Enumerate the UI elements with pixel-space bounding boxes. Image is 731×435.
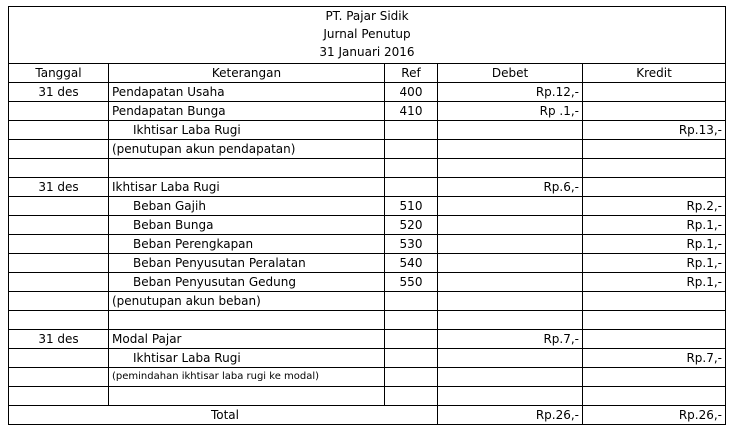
table-row <box>9 83 726 102</box>
row-date: 31 des <box>9 330 109 349</box>
table-row <box>9 292 726 311</box>
row-debit <box>438 349 583 368</box>
row-ref <box>385 140 438 159</box>
row-credit: Rp.2,- <box>583 197 726 216</box>
row-description: Beban Perengkapan <box>109 235 385 254</box>
row-description: Beban Penyusutan Gedung <box>109 273 385 292</box>
row-description: Beban Bunga <box>109 216 385 235</box>
row-ref: 410 <box>385 102 438 121</box>
row-debit <box>438 368 583 387</box>
row-credit <box>583 330 726 349</box>
table-row <box>9 330 726 349</box>
col-header-date: Tanggal <box>9 64 109 83</box>
row-credit <box>583 102 726 121</box>
row-date <box>9 368 109 387</box>
row-description: (penutupan akun pendapatan) <box>109 140 385 159</box>
row-credit <box>583 292 726 311</box>
journal-title-block <box>9 7 726 64</box>
row-date <box>9 311 109 330</box>
col-header-description: Keterangan <box>109 64 385 83</box>
journal-sheet <box>8 6 726 425</box>
table-row <box>9 273 726 292</box>
row-ref: 530 <box>385 235 438 254</box>
table-row <box>9 178 726 197</box>
row-description: Pendapatan Bunga <box>109 102 385 121</box>
company-name: PT. Pajar Sidik <box>325 9 409 23</box>
table-row <box>9 368 726 387</box>
row-ref <box>385 330 438 349</box>
row-ref <box>385 159 438 178</box>
row-ref <box>385 368 438 387</box>
total-debit: Rp.26,- <box>438 406 583 425</box>
row-debit <box>438 273 583 292</box>
row-description: Beban Gajih <box>109 197 385 216</box>
table-row <box>9 235 726 254</box>
total-label: Total <box>9 406 438 425</box>
row-debit <box>438 121 583 140</box>
row-credit: Rp.7,- <box>583 349 726 368</box>
row-date <box>9 140 109 159</box>
col-header-credit: Kredit <box>583 64 726 83</box>
table-row <box>9 254 726 273</box>
row-debit <box>438 197 583 216</box>
row-debit <box>438 254 583 273</box>
row-date: 31 des <box>9 178 109 197</box>
table-row <box>9 102 726 121</box>
row-debit <box>438 292 583 311</box>
row-date <box>9 159 109 178</box>
row-description: Ikhtisar Laba Rugi <box>109 121 385 140</box>
table-row <box>9 349 726 368</box>
table-row <box>9 311 726 330</box>
row-date <box>9 197 109 216</box>
row-debit: Rp.7,- <box>438 330 583 349</box>
row-ref <box>385 292 438 311</box>
row-credit <box>583 159 726 178</box>
row-debit <box>438 311 583 330</box>
table-row <box>9 216 726 235</box>
row-date <box>9 102 109 121</box>
journal-body <box>9 83 726 406</box>
row-credit <box>583 368 726 387</box>
row-ref <box>385 178 438 197</box>
row-debit <box>438 235 583 254</box>
journal-date: 31 Januari 2016 <box>319 45 415 59</box>
row-ref <box>385 121 438 140</box>
row-description: (penutupan akun beban) <box>109 292 385 311</box>
row-date <box>9 273 109 292</box>
row-date <box>9 254 109 273</box>
table-row <box>9 140 726 159</box>
row-ref <box>385 349 438 368</box>
row-debit: Rp.12,- <box>438 83 583 102</box>
row-description <box>109 387 385 406</box>
row-date <box>9 121 109 140</box>
total-credit: Rp.26,- <box>583 406 726 425</box>
row-credit <box>583 178 726 197</box>
row-debit <box>438 387 583 406</box>
row-ref: 510 <box>385 197 438 216</box>
row-ref <box>385 311 438 330</box>
row-date <box>9 349 109 368</box>
row-credit: Rp.1,- <box>583 235 726 254</box>
closing-journal-table <box>8 6 726 425</box>
row-ref: 550 <box>385 273 438 292</box>
row-date <box>9 235 109 254</box>
row-ref <box>385 387 438 406</box>
row-description: Ikhtisar Laba Rugi <box>109 178 385 197</box>
col-header-debit: Debet <box>438 64 583 83</box>
table-row <box>9 197 726 216</box>
total-row <box>9 406 726 425</box>
row-debit <box>438 216 583 235</box>
journal-title: Jurnal Penutup <box>323 27 411 41</box>
table-row <box>9 387 726 406</box>
row-ref: 400 <box>385 83 438 102</box>
row-description <box>109 311 385 330</box>
row-credit: Rp.13,- <box>583 121 726 140</box>
row-ref: 520 <box>385 216 438 235</box>
table-row <box>9 159 726 178</box>
col-header-ref: Ref <box>385 64 438 83</box>
row-debit <box>438 159 583 178</box>
row-date <box>9 387 109 406</box>
row-credit <box>583 387 726 406</box>
row-description <box>109 159 385 178</box>
row-debit: Rp.6,- <box>438 178 583 197</box>
row-credit <box>583 83 726 102</box>
row-credit: Rp.1,- <box>583 216 726 235</box>
row-credit <box>583 140 726 159</box>
column-header-row <box>9 64 726 83</box>
row-description: Ikhtisar Laba Rugi <box>109 349 385 368</box>
row-description: Pendapatan Usaha <box>109 83 385 102</box>
row-credit: Rp.1,- <box>583 273 726 292</box>
row-ref: 540 <box>385 254 438 273</box>
row-debit <box>438 140 583 159</box>
table-row <box>9 121 726 140</box>
row-credit: Rp.1,- <box>583 254 726 273</box>
row-description: Beban Penyusutan Peralatan <box>109 254 385 273</box>
row-description: Modal Pajar <box>109 330 385 349</box>
row-description: (pemindahan ikhtisar laba rugi ke modal) <box>109 368 385 387</box>
row-date: 31 des <box>9 83 109 102</box>
row-debit: Rp .1,- <box>438 102 583 121</box>
row-credit <box>583 311 726 330</box>
row-date <box>9 216 109 235</box>
row-date <box>9 292 109 311</box>
